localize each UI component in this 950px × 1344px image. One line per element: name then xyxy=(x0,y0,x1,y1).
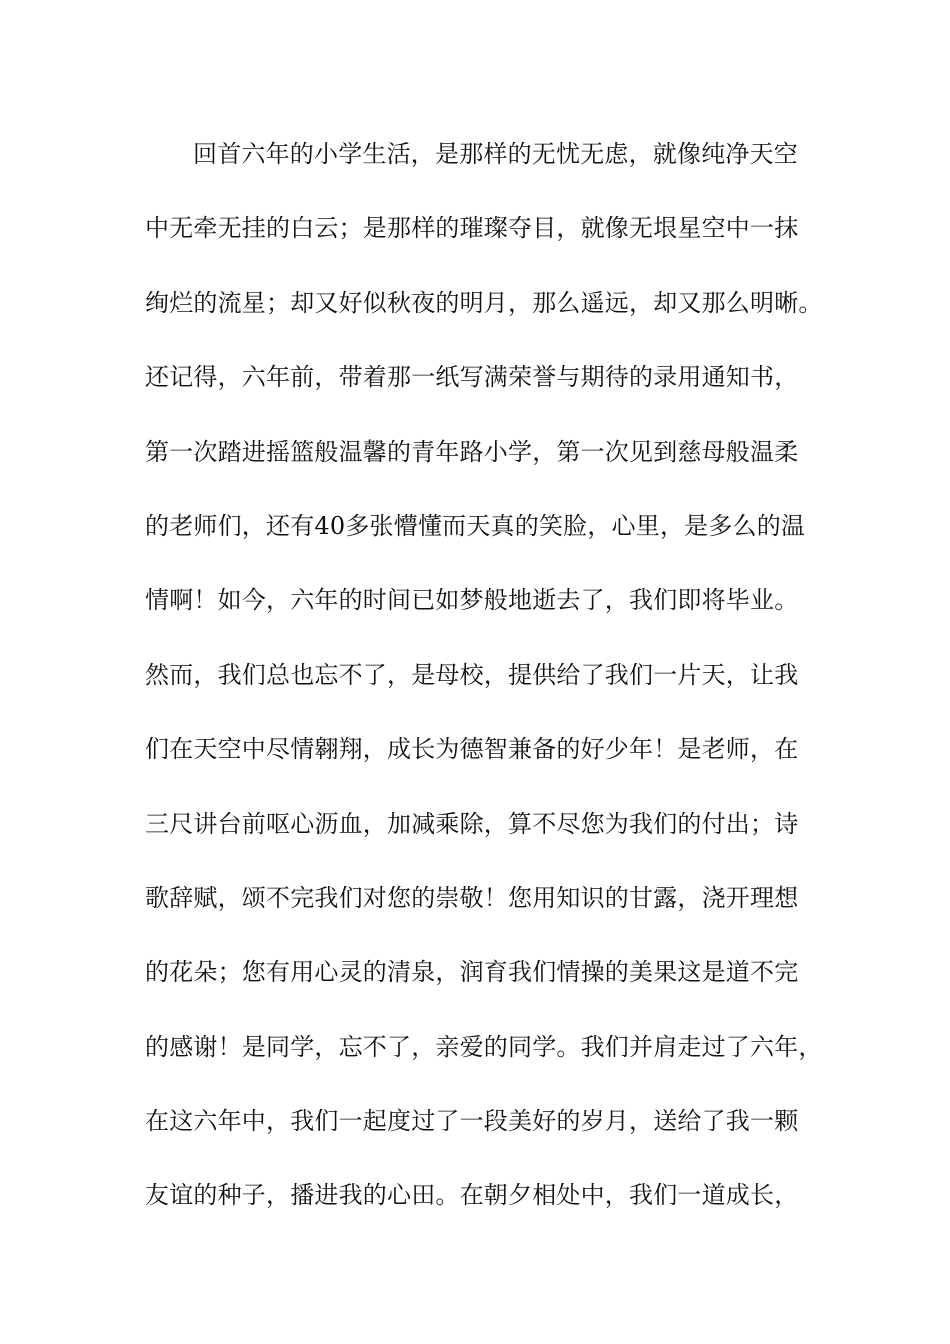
text-line: 在这六年中，我们一起度过了一段美好的岁月，送给了我一颗 xyxy=(145,1107,799,1136)
text-line: 们在天空中尽情翱翔，成长为德智兼备的好少年！是老师，在 xyxy=(145,735,799,764)
text-line: 友谊的种子，播进我的心田。在朝夕相处中，我们一道成长， xyxy=(145,1181,799,1210)
body-text xyxy=(145,130,825,1246)
text-line: 第一次踏进摇篮般温馨的青年路小学，第一次见到慈母般温柔 xyxy=(145,437,799,466)
text-line: 绚烂的流星；却又好似秋夜的明月，那么遥远，却又那么明晰。 xyxy=(145,288,823,317)
text-line: 情啊！如今，六年的时间已如梦般地逝去了，我们即将毕业。 xyxy=(145,586,799,615)
text-line: 的老师们，还有40多张懵懂而天真的笑脸，心里，是多么的温 xyxy=(145,511,806,540)
text-line: 三尺讲台前呕心沥血，加减乘除，算不尽您为我们的付出；诗 xyxy=(145,809,799,838)
text-line: 然而，我们总也忘不了，是母校，提供给了我们一片天，让我 xyxy=(145,660,799,689)
text-line: 中无牵无挂的白云；是那样的璀璨夺目，就像无垠星空中一抹 xyxy=(145,214,799,243)
text-line: 还记得，六年前，带着那一纸写满荣誉与期待的录用通知书， xyxy=(145,363,799,392)
text-line: 的花朵；您有用心灵的清泉，润育我们情操的美果这是道不完 xyxy=(145,958,799,987)
text-line: 回首六年的小学生活，是那样的无忧无虑，就像纯净天空 xyxy=(193,140,798,168)
text-line: 的感谢！是同学，忘不了，亲爱的同学。我们并肩走过了六年， xyxy=(145,1032,823,1061)
text-line: 歌辞赋，颂不完我们对您的崇敬！您用知识的甘露，浇开理想 xyxy=(145,883,799,912)
